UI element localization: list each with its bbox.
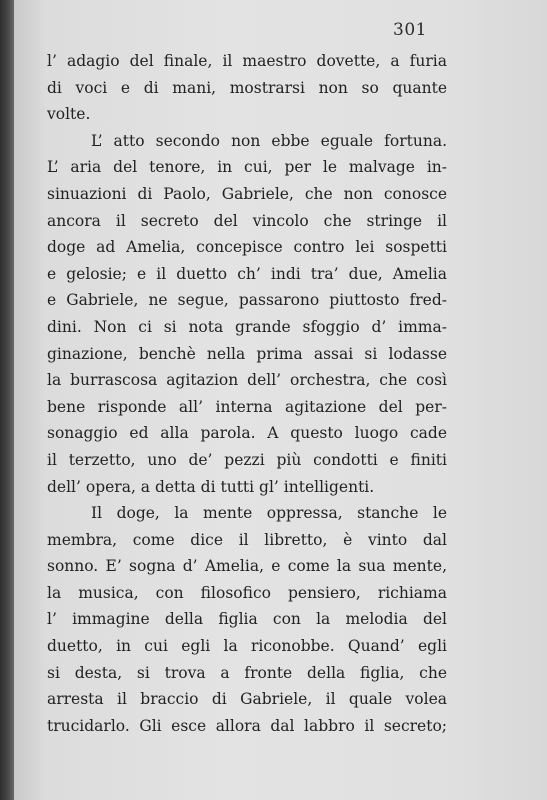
text-line: volte. bbox=[47, 105, 91, 124]
text-line: bene risponde all’ interna agitazione del per- bbox=[47, 397, 447, 416]
text-line: membra, come dice il libretto, è vinto dal bbox=[47, 530, 447, 549]
text-line: ginazione, benchè nella prima assai si lodasse bbox=[47, 344, 447, 363]
text-line: dini. Non ci si nota grande sfoggio d’ imma- bbox=[47, 317, 447, 336]
text-line: trucidarlo. Gli esce allora dal labbro il secreto; bbox=[47, 716, 447, 735]
text-line: doge ad Amelia, concepisce contro lei sospetti bbox=[47, 238, 447, 257]
text-line: sonno. E’ sogna d’ Amelia, e come la sua mente, bbox=[47, 557, 447, 576]
text-line: arresta il braccio di Gabriele, il quale volea bbox=[47, 690, 447, 709]
text-line: la burrascosa agitazion dell’ orchestra, che così bbox=[47, 371, 447, 390]
text-line: sonaggio ed alla parola. A questo luogo cade bbox=[47, 424, 447, 443]
text-line: e Gabriele, ne segue, passarono piuttosto fred- bbox=[47, 291, 447, 310]
body-text bbox=[47, 48, 447, 739]
page-number: 301 bbox=[393, 20, 427, 40]
text-line: e gelosie; e il duetto ch’ indi tra’ due, Amelia bbox=[47, 264, 447, 283]
text-line: dell’ opera, a detta di tutti gl’ intelligenti. bbox=[47, 477, 375, 496]
text-line: Il doge, la mente oppressa, stanche le bbox=[91, 504, 447, 523]
text-line: ancora il secreto del vincolo che stringe il bbox=[47, 211, 447, 230]
book-page bbox=[14, 0, 547, 800]
text-line: sinuazioni di Paolo, Gabriele, che non conosce bbox=[47, 184, 447, 203]
text-line: si desta, si trova a fronte della figlia, che bbox=[47, 663, 447, 682]
book-gutter-shadow bbox=[0, 0, 14, 800]
text-line: L’ atto secondo non ebbe eguale fortuna. bbox=[91, 131, 447, 150]
text-line: l’ adagio del finale, il maestro dovette, a furia bbox=[47, 52, 447, 70]
text-line: il terzetto, uno de’ pezzi più condotti e finiti bbox=[47, 450, 447, 469]
text-line: L’ aria del tenore, in cui, per le malvage in- bbox=[47, 158, 447, 177]
text-line: la musica, con filosofico pensiero, richiama bbox=[47, 583, 447, 602]
text-line: duetto, in cui egli la riconobbe. Quand’ egli bbox=[47, 637, 447, 656]
text-line: di voci e di mani, mostrarsi non so quante bbox=[47, 78, 447, 97]
text-line: l’ immagine della figlia con la melodia del bbox=[47, 610, 447, 629]
